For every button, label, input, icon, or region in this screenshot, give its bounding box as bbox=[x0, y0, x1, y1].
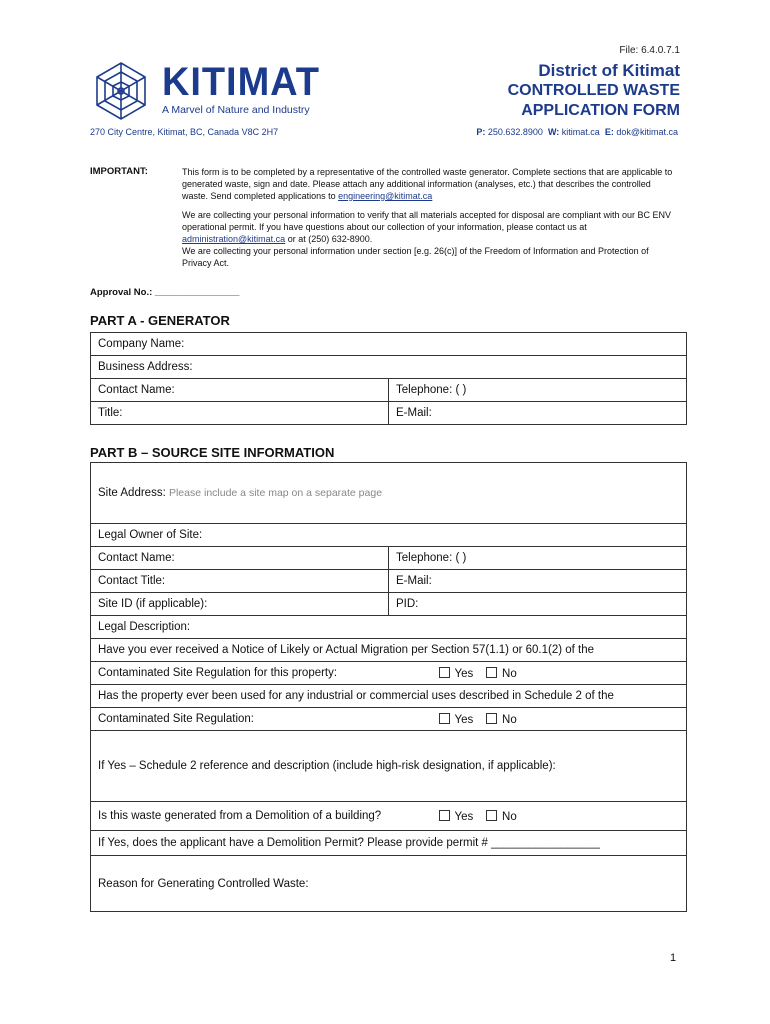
engineering-email-link[interactable]: engineering@kitimat.ca bbox=[338, 191, 433, 201]
title-block bbox=[508, 61, 680, 121]
demolition-yes-checkbox[interactable] bbox=[439, 810, 450, 821]
title-field[interactable]: Title: bbox=[91, 402, 389, 425]
migration-yes-checkbox[interactable] bbox=[439, 667, 450, 678]
important-paragraph-2 bbox=[182, 209, 677, 245]
phone: 250.632.8900 bbox=[487, 127, 543, 137]
pid-field[interactable]: PID: bbox=[389, 593, 687, 616]
schedule2-description-field[interactable]: If Yes – Schedule 2 reference and description (include high-risk designation, if applicable): bbox=[91, 731, 687, 802]
migration-question-line1: Have you ever received a Notice of Likely or Actual Migration per Section 57(1.1) or 60.1(2) of the bbox=[91, 639, 687, 662]
email[interactable]: dok@kitimat.ca bbox=[616, 127, 678, 137]
schedule2-answer bbox=[389, 708, 687, 731]
address: 270 City Centre, Kitimat, BC, Canada V8C 2H7 bbox=[90, 127, 279, 137]
administration-email-link[interactable]: administration@kitimat.ca bbox=[182, 234, 286, 244]
site-address-label: Site Address: bbox=[98, 487, 166, 499]
org-name: District of Kitimat bbox=[538, 61, 680, 80]
part-b-heading: PART B – SOURCE SITE INFORMATION bbox=[90, 445, 335, 460]
important-paragraph-1 bbox=[182, 166, 677, 202]
yes-label: Yes bbox=[454, 713, 474, 726]
kitimat-logo bbox=[90, 60, 330, 120]
migration-no-checkbox[interactable] bbox=[486, 667, 497, 678]
migration-question-line2: Contaminated Site Regulation for this property: bbox=[91, 662, 389, 685]
brand-name: KITIMAT bbox=[162, 60, 320, 104]
company-name-field[interactable]: Company Name: bbox=[91, 333, 687, 356]
migration-answer bbox=[389, 662, 687, 685]
brand-tagline: A Marvel of Nature and Industry bbox=[162, 104, 310, 116]
demolition-answer bbox=[389, 802, 687, 831]
web-label: W: bbox=[547, 127, 560, 137]
snowflake-icon bbox=[90, 60, 152, 122]
site-address-hint: Please include a site map on a separate page bbox=[168, 487, 383, 499]
important-p2a-text: We are collecting your personal information to verify that all materials accepted for disposal are compliant with our BC ENV operational permit. If you have questions about our collection of your information, please contact us at bbox=[182, 210, 672, 232]
demolition-question: Is this waste generated from a Demolition of a building? bbox=[91, 802, 389, 831]
demolition-permit-field[interactable]: If Yes, does the applicant have a Demolition Permit? Please provide permit # _________________ bbox=[91, 831, 687, 856]
schedule2-no-checkbox[interactable] bbox=[486, 713, 497, 724]
site-telephone-field[interactable]: Telephone: ( ) bbox=[389, 547, 687, 570]
contact-name-field[interactable]: Contact Name: bbox=[91, 379, 389, 402]
website[interactable]: kitimat.ca bbox=[561, 127, 600, 137]
schedule2-question-line1: Has the property ever been used for any industrial or commercial uses described in Schedule 2 of the bbox=[91, 685, 687, 708]
important-text bbox=[182, 166, 677, 276]
part-b-table bbox=[90, 462, 687, 912]
demolition-no-checkbox[interactable] bbox=[486, 810, 497, 821]
important-p1-text: This form is to be completed by a representative of the controlled waste generator. Complete sections that are applicable to generated waste, sign and date. Please attach any additional information (analyses, etc.) that describes the controlled waste. Send completed applications to bbox=[182, 167, 673, 201]
telephone-field[interactable]: Telephone: ( ) bbox=[389, 379, 687, 402]
site-email-field[interactable]: E-Mail: bbox=[389, 570, 687, 593]
business-address-field[interactable]: Business Address: bbox=[91, 356, 687, 379]
reason-field[interactable]: Reason for Generating Controlled Waste: bbox=[91, 856, 687, 912]
part-a-heading: PART A - GENERATOR bbox=[90, 313, 230, 328]
no-label: No bbox=[502, 667, 517, 680]
yes-label: Yes bbox=[454, 667, 474, 680]
no-label: No bbox=[502, 713, 517, 726]
legal-owner-field[interactable]: Legal Owner of Site: bbox=[91, 524, 687, 547]
form-title-line1: CONTROLLED WASTE bbox=[507, 82, 680, 99]
contact-line bbox=[476, 127, 678, 137]
file-number: File: 6.4.0.7.1 bbox=[619, 45, 680, 56]
contact-title-field[interactable]: Contact Title: bbox=[91, 570, 389, 593]
phone-label: P: bbox=[476, 127, 486, 137]
site-address-field[interactable] bbox=[91, 463, 687, 524]
legal-description-field[interactable]: Legal Description: bbox=[91, 616, 687, 639]
form-title-line2: APPLICATION FORM bbox=[521, 102, 680, 119]
email-label: E: bbox=[604, 127, 614, 137]
approval-number[interactable]: Approval No.: ________________ bbox=[90, 287, 240, 298]
schedule2-question-line2: Contaminated Site Regulation: bbox=[91, 708, 389, 731]
site-id-field[interactable]: Site ID (if applicable): bbox=[91, 593, 389, 616]
part-a-table bbox=[90, 332, 687, 425]
important-paragraph-3: We are collecting your personal information under section [e.g. 26(c)] of the Freedom of Information and Protection of Privacy Act. bbox=[182, 246, 649, 268]
schedule2-yes-checkbox[interactable] bbox=[439, 713, 450, 724]
no-label: No bbox=[502, 810, 517, 823]
page-number: 1 bbox=[670, 952, 677, 964]
email-field[interactable]: E-Mail: bbox=[389, 402, 687, 425]
yes-label: Yes bbox=[454, 810, 474, 823]
site-contact-name-field[interactable]: Contact Name: bbox=[91, 547, 389, 570]
important-p2b-text: or at (250) 632-8900. bbox=[287, 234, 373, 244]
important-label: IMPORTANT: bbox=[90, 166, 148, 177]
